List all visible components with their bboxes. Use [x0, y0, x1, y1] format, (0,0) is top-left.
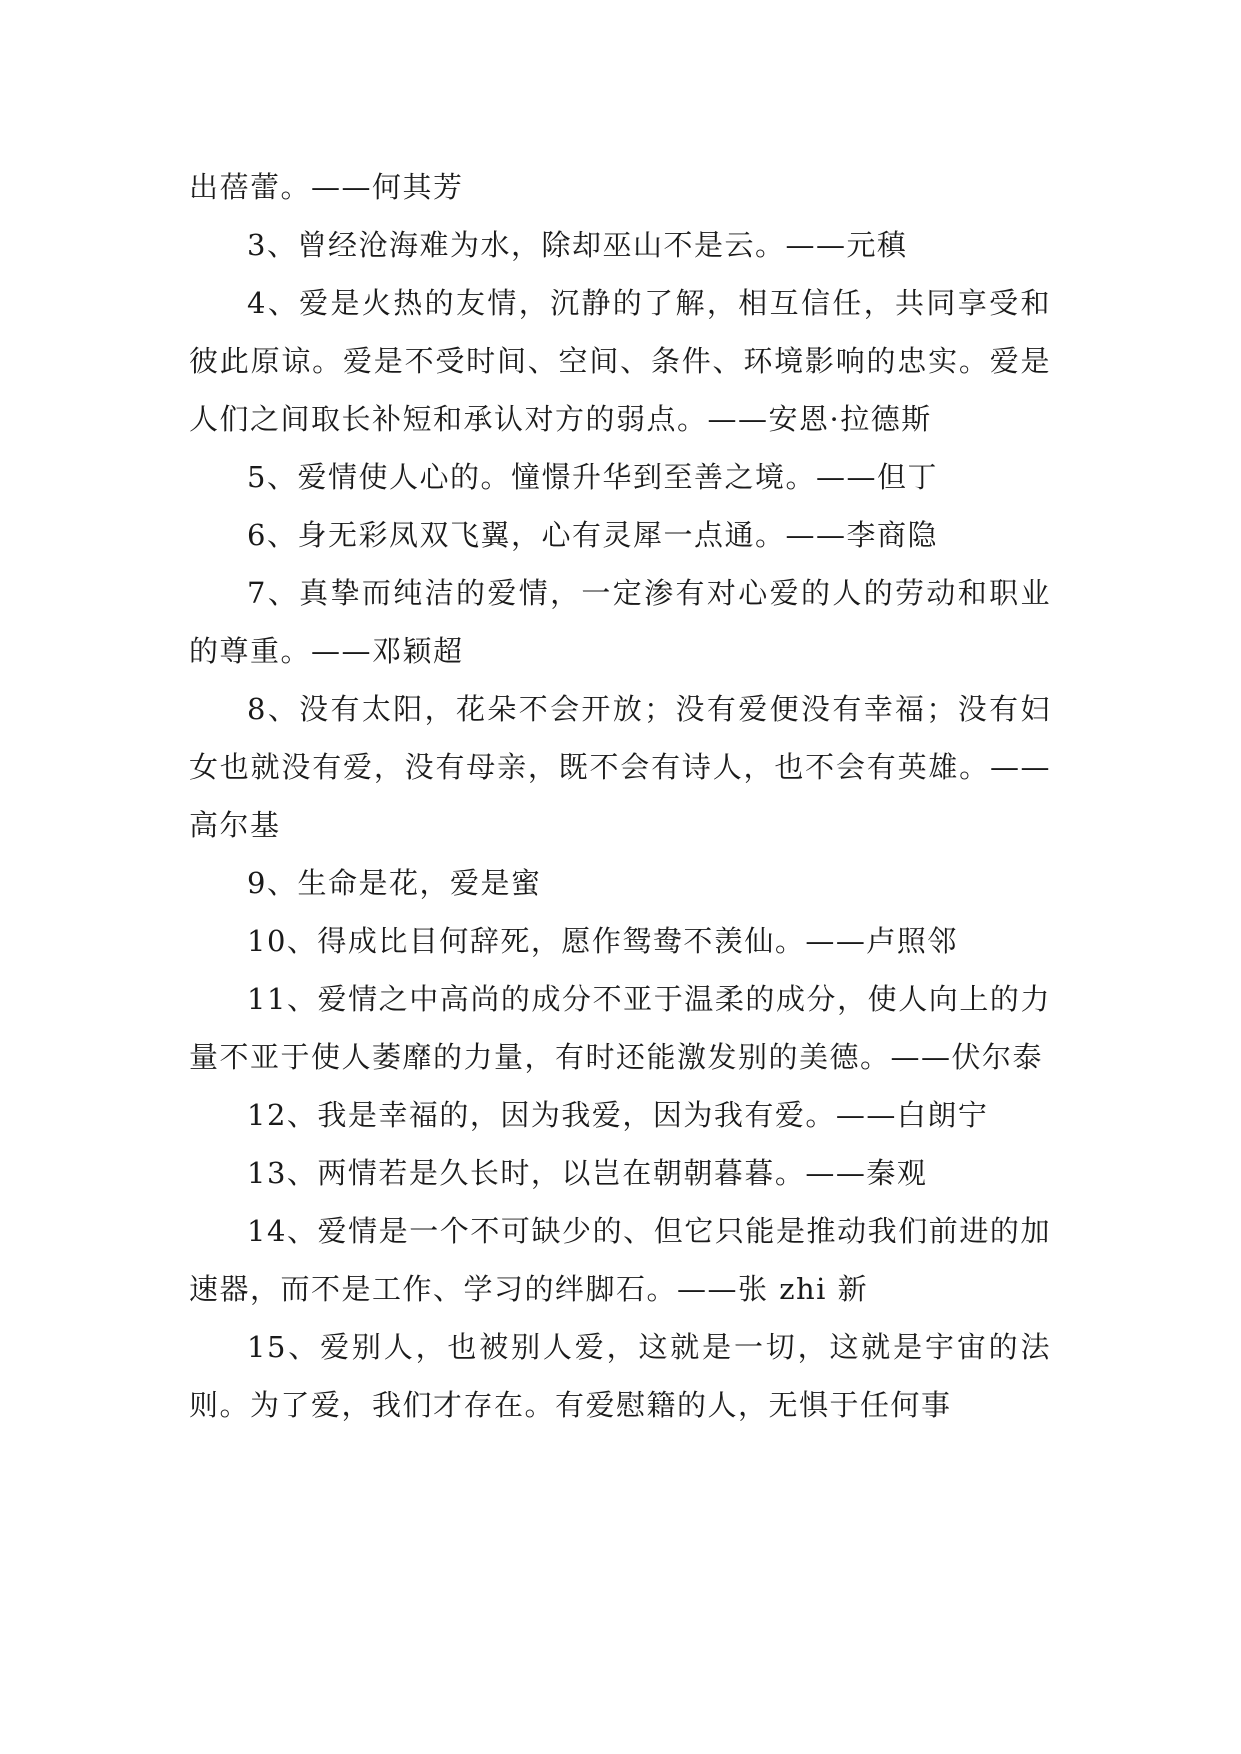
quote-12: 12、我是幸福的，因为我爱，因为我有爱。——白朗宁: [247, 1098, 989, 1132]
quote-14: 14、爱情是一个不可缺少的、但它只能是推动我们前进的加速器，而不是工作、学习的绊脚石。——张 zhi 新: [189, 1214, 1051, 1306]
quote-4: 4、爱是火热的友情，沉静的了解，相互信任，共同享受和彼此原谅。爱是不受时间、空间、条件、环境影响的忠实。爱是人们之间取长补短和承认对方的弱点。——安恩·拉德斯: [189, 286, 1051, 436]
quote-13: 13、两情若是久长时，以岂在朝朝暮暮。——秦观: [247, 1156, 928, 1190]
quote-11: 11、爱情之中高尚的成分不亚于温柔的成分，使人向上的力量不亚于使人萎靡的力量，有时还能激发别的美德。——伏尔泰: [189, 982, 1051, 1074]
quote-8: 8、没有太阳，花朵不会开放；没有爱便没有幸福；没有妇女也就没有爱，没有母亲，既不会有诗人，也不会有英雄。——高尔基: [189, 692, 1051, 842]
quote-7: 7、真挚而纯洁的爱情，一定渗有对心爱的人的劳动和职业的尊重。——邓颖超: [189, 576, 1051, 668]
quote-3: 3、曾经沧海难为水，除却巫山不是云。——元稹: [247, 228, 908, 262]
quote-5: 5、爱情使人心的。憧憬升华到至善之境。——但丁: [247, 460, 938, 494]
quote-9: 9、生命是花，爱是蜜: [247, 866, 542, 900]
quote-15: 15、爱别人，也被别人爱，这就是一切，这就是宇宙的法则。为了爱，我们才存在。有爱慰籍的人，无惧于任何事: [189, 1330, 1051, 1422]
document-body: [189, 158, 1051, 1434]
paragraph-1: 出蓓蕾。——何其芳: [189, 170, 464, 204]
quote-10: 10、得成比目何辞死，愿作鸳鸯不羡仙。——卢照邻: [247, 924, 958, 958]
quote-6: 6、身无彩凤双飞翼，心有灵犀一点通。——李商隐: [247, 518, 938, 552]
